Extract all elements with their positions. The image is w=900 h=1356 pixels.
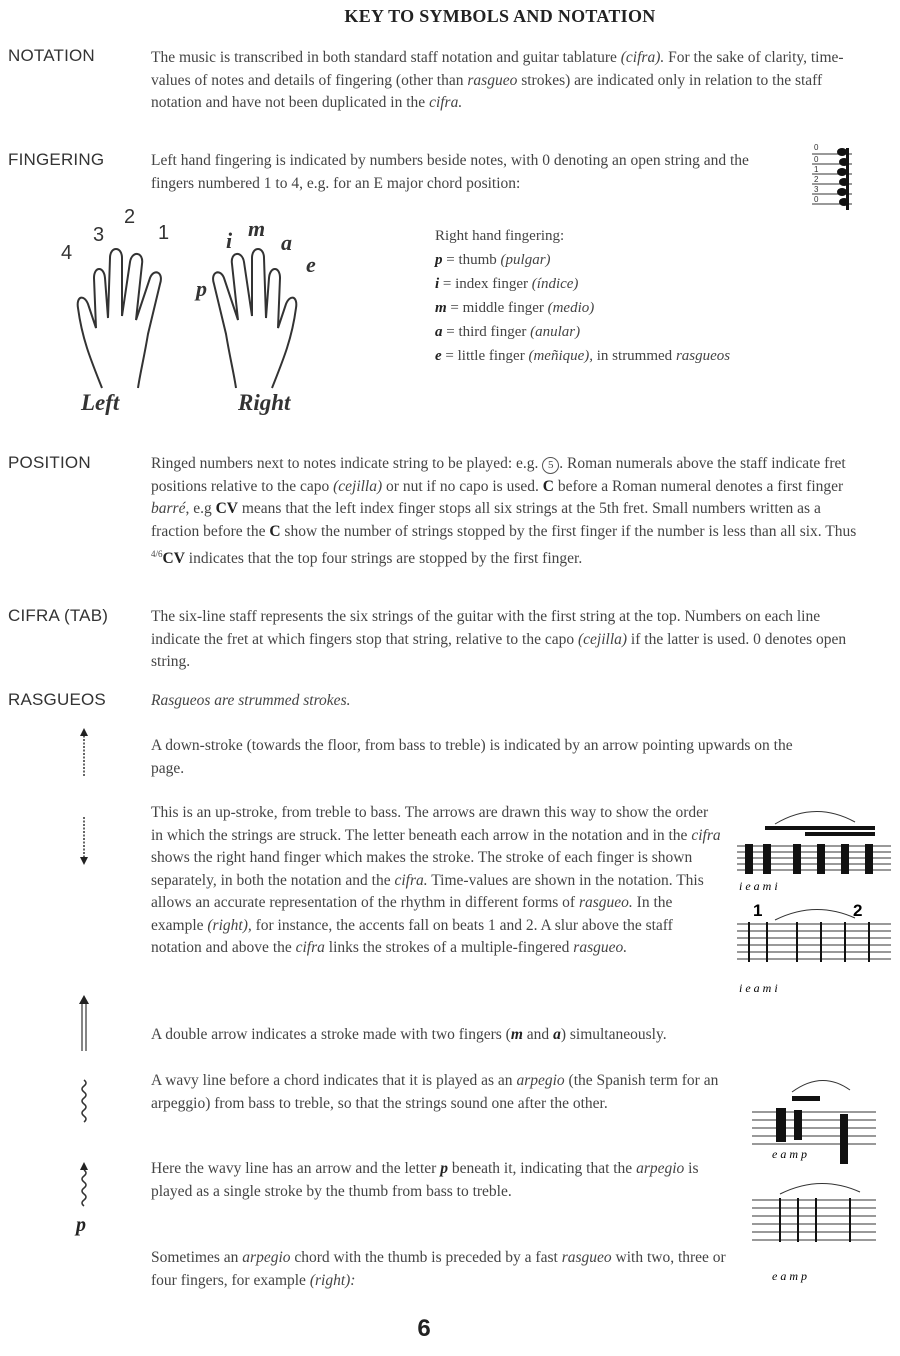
text: before a Roman numeral denotes a first finger (553, 477, 844, 495)
text: or nut if no capo is used. (382, 477, 539, 495)
text-italic: rasgueo. (578, 894, 633, 911)
text-italic: Rasgueos are strummed strokes. (151, 692, 351, 709)
left-hand-icon (72, 238, 182, 398)
text-italic: rasgueo (561, 1249, 612, 1266)
list-item (435, 320, 855, 344)
wavy-line-paragraph (151, 1070, 731, 1115)
finger-number-2: 2 (124, 206, 136, 228)
example1-beat2: 2 (853, 901, 863, 920)
text-bold: C (269, 522, 281, 540)
finger-number-4: 4 (61, 242, 73, 264)
section-label-rasgueos: RASGUEOS (8, 690, 106, 709)
text: A double arrow indicates a stroke made with two fingers ( (151, 1026, 511, 1043)
text: For the sake of clarity, time-values of notes and details of fingering (other than (151, 49, 844, 89)
finger-letter-m: m (248, 216, 266, 241)
example1-letters-bottom: i e a m i (739, 981, 778, 995)
text-italic: cifra (691, 826, 721, 844)
sometimes-paragraph (151, 1247, 731, 1292)
text-bold: e (435, 348, 442, 364)
notation-paragraph (151, 47, 876, 115)
up-arrow-icon (78, 728, 90, 778)
text: show the number of strings stopped by the first finger if the number is less than all six. Thus (280, 522, 857, 540)
text-italic: cifra. (429, 94, 463, 111)
down-stroke-paragraph: A down-stroke (towards the floor, from bass to treble) is indicated by an arrow pointing upwards on the page. (151, 737, 793, 777)
text: = thumb (442, 252, 501, 268)
fingering-paragraph: Left hand fingering is indicated by numbers beside notes, with 0 denoting an open string and the fingers numbered 1 to 4, e.g. for an E major chord position: (151, 152, 749, 192)
text: links the strokes of a multiple-fingered (324, 939, 574, 956)
list-item (435, 272, 855, 296)
svg-text:0: 0 (814, 195, 819, 204)
text: Here the wavy line has an arrow and the letter (151, 1160, 441, 1177)
fraction: 4/6 (151, 549, 163, 559)
ringed-number: 5 (542, 457, 559, 474)
text: strokes) are indicated only in relation to the staff notation and have not been duplicated in the (151, 71, 823, 111)
text-italic: cifra. (394, 871, 428, 889)
text-bold: CV (162, 550, 185, 568)
text-bold: a (553, 1026, 561, 1043)
example1-letters-top: i e a m i (739, 879, 778, 893)
list-item (435, 344, 855, 368)
arpegio-example-notation (750, 1070, 880, 1290)
right-hand-heading: Right hand fingering: (435, 228, 565, 244)
text: = index finger (439, 276, 532, 292)
text: (the Spanish term for an arpeggio) from bass to treble, so that the strings sound one after the other. (151, 1072, 719, 1112)
text: , e.g (185, 500, 216, 517)
text: shows the right hand finger which makes the stroke. The stroke of each finger is shown separately, in both the notation and the (151, 849, 693, 889)
text-italic: (pulgar) (500, 252, 551, 268)
text-italic: rasgueo (467, 71, 518, 89)
text: with two, three or four fingers, for example (151, 1249, 726, 1289)
section-label-notation: NOTATION (8, 46, 95, 65)
text: indicates that the top four strings are stopped by the first finger. (184, 550, 583, 568)
text: = little finger (441, 348, 529, 364)
text: The music is transcribed in both standard staff notation and guitar tablature (151, 49, 621, 66)
thumb-letter-p: p (76, 1214, 86, 1236)
text: means that the left index finger stops all six strings at the 5th fret. Small numbers written as a fraction before the (151, 500, 821, 540)
text-italic: cifra (295, 939, 325, 956)
up-stroke-paragraph (151, 802, 723, 960)
text-italic: arpegio (516, 1072, 565, 1089)
text-italic: barré (151, 500, 186, 517)
section-label-cifra: CIFRA (TAB) (8, 606, 109, 625)
text: for instance, the accents fall on beats 1 and 2. A slur above the staff notation and above the (151, 916, 673, 956)
text-italic: (cejilla) (577, 630, 628, 648)
left-hand-caption: Left (81, 390, 120, 415)
right-hand-icon (192, 238, 312, 398)
position-paragraph (151, 453, 871, 571)
finger-letter-p: p (196, 276, 207, 301)
section-label-fingering: FINGERING (8, 150, 105, 169)
text-bold: p (440, 1160, 448, 1177)
text-italic: rasgueos (675, 348, 731, 364)
example1-beat1: 1 (753, 901, 763, 920)
text: This is an up-stroke, from treble to bass. The arrows are drawn this way to show the order in which the strings are struck. The letter beneath each arrow in the notation and in the (151, 804, 709, 844)
svg-text:0: 0 (814, 155, 819, 164)
finger-letter-a: a (281, 230, 292, 255)
text-bold: C (542, 477, 554, 495)
finger-letter-i: i (226, 228, 233, 253)
text: if the latter is used. 0 denotes open string. (151, 630, 847, 670)
text-bold: i (435, 276, 440, 292)
text: A wavy line before a chord indicates that it is played as an (151, 1072, 517, 1089)
text: Ringed numbers next to notes indicate string to be played: e.g. (151, 455, 539, 472)
svg-text:3: 3 (814, 185, 819, 194)
text: . Roman numerals above the staff indicate fret positions relative to the capo (151, 455, 846, 495)
double-arrow-paragraph (151, 1024, 876, 1047)
down-arrow-icon (78, 815, 90, 865)
example2-letters-top: e a m p (772, 1147, 807, 1161)
rasgueos-intro (151, 690, 876, 713)
text-italic: (cejilla) (333, 477, 383, 495)
text: Time-values are shown in the notation. This allows an accurate representation of the rhythm in different forms of (151, 871, 704, 911)
text-italic: (cifra). (620, 49, 665, 66)
text-bold: CV (215, 500, 238, 517)
text: beneath it, indicating that the (447, 1160, 637, 1177)
text: ) simultaneously. (560, 1026, 667, 1043)
text: = third finger (442, 324, 531, 340)
list-item (435, 248, 855, 272)
right-hand-caption: Right (238, 390, 291, 415)
svg-text:1: 1 (814, 165, 819, 174)
finger-letter-e: e (306, 252, 316, 277)
page-title: KEY TO SYMBOLS AND NOTATION (344, 6, 656, 26)
rasgueo-example-notation (735, 796, 895, 996)
text-italic: (meñique), (528, 348, 594, 364)
finger-number-3: 3 (93, 224, 105, 246)
text: The six-line staff represents the six strings of the guitar with the first string at the top. Numbers on each line indicate the fret at which fingers stop that string, relative to the capo (151, 608, 821, 648)
text-bold: m (510, 1026, 523, 1043)
wavy-line-icon (78, 1078, 90, 1126)
cifra-paragraph (151, 606, 851, 674)
page-number: 6 (417, 1315, 431, 1342)
section-label-position: POSITION (8, 453, 91, 472)
text-italic: (right): (309, 1271, 356, 1289)
text: = middle finger (446, 300, 548, 316)
text-bold: a (435, 324, 443, 340)
text-italic: arpegio (242, 1249, 291, 1266)
text-italic: (anular) (530, 324, 581, 340)
text: in strummed (593, 348, 676, 364)
text: is played as a single stroke by the thumb from bass to treble. (151, 1160, 699, 1200)
text-bold: m (435, 300, 447, 316)
example2-letters-bottom: e a m p (772, 1269, 807, 1283)
text-italic: rasgueo. (573, 939, 628, 956)
e-major-chord-staff (808, 140, 856, 222)
text-italic: (medio) (547, 300, 595, 316)
text-italic: arpegio (636, 1160, 685, 1177)
double-arrow-icon (78, 995, 90, 1053)
finger-number-1: 1 (158, 222, 170, 244)
text: In the example (151, 894, 673, 934)
text: Sometimes an (151, 1249, 243, 1266)
text: and (522, 1026, 554, 1043)
wavy-arrow-paragraph (151, 1158, 731, 1203)
list-item (435, 296, 855, 320)
svg-text:2: 2 (814, 175, 819, 184)
wavy-arrow-icon (78, 1162, 90, 1212)
right-hand-fingering-list (435, 224, 855, 368)
text: chord with the thumb is preceded by a fast (290, 1249, 562, 1266)
text-bold: p (435, 252, 443, 268)
svg-text:0: 0 (814, 143, 819, 152)
text-italic: (right), (207, 916, 252, 934)
text-italic: (índice) (531, 276, 579, 292)
